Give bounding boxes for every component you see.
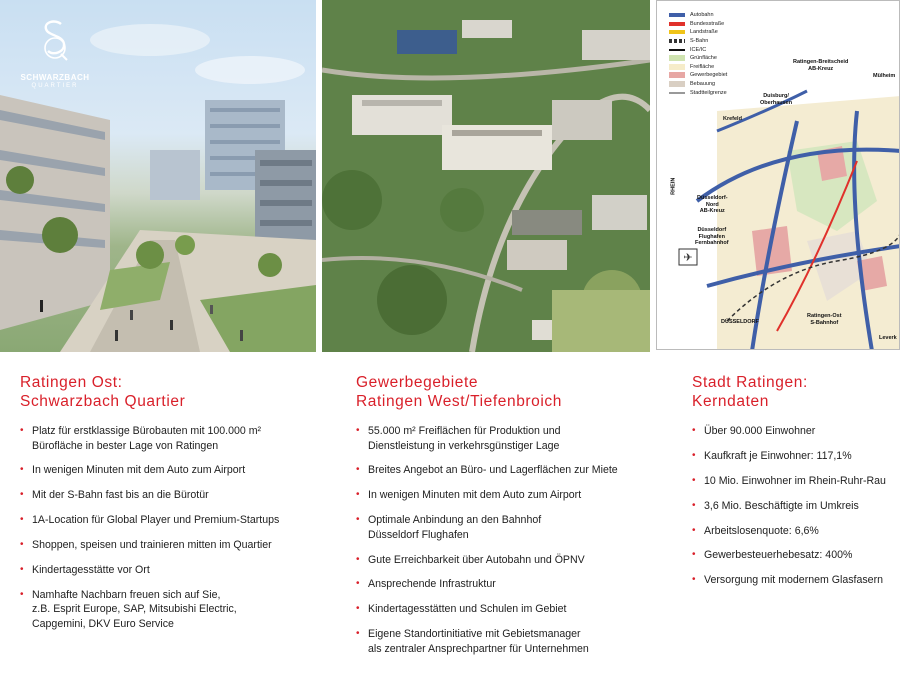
bullet-item: • Versorgung mit modernem Glasfasern	[692, 573, 900, 588]
heading-line: Kerndaten	[692, 393, 769, 410]
photo-schwarzbach-quartier-rendering	[0, 0, 316, 352]
bullet-item: • 1A-Location für Global Player und Premium-Startups	[20, 513, 340, 528]
legend-item	[669, 20, 727, 29]
bullet-item: • 55.000 m² Freiflächen für Produktion und Dienstleistung in verkehrsgünstiger Lage	[356, 424, 676, 453]
map-label-dus-flughafen: Düsseldorf Flughafen Fernbahnhof	[695, 227, 729, 246]
bullet-list	[20, 424, 340, 631]
bullet-item: • Platz für erstklassige Bürobauten mit 100.000 m² Bürofläche in bester Lage von Ratingen	[20, 424, 340, 453]
bullet-list	[692, 424, 900, 588]
bullet-item: • Breites Angebot an Büro- und Lagerflächen zur Miete	[356, 463, 676, 478]
bullet-item: • Über 90.000 Einwohner	[692, 424, 900, 439]
legend-item	[669, 71, 727, 80]
legend-label: Freifläche	[690, 63, 715, 70]
logo-brand-text: SCHWARZBACH	[20, 73, 90, 82]
legend-label: Grünfläche	[690, 55, 717, 62]
map-label-duesseldorf: DÜSSELDORF	[721, 319, 759, 325]
bullet-item: • Gute Erreichbarkeit über Autobahn und ÖPNV	[356, 553, 676, 568]
bullet-item: • Ansprechende Infrastruktur	[356, 577, 676, 592]
legend-label: Bebauung	[690, 81, 716, 88]
bullet-item: • Kindertagesstätte vor Ort	[20, 563, 340, 578]
legend-label: Bundesstraße	[690, 20, 725, 27]
bullet-item: • In wenigen Minuten mit dem Auto zum Airport	[356, 488, 676, 503]
legend-label: Autobahn	[690, 12, 714, 19]
legend-item	[669, 63, 727, 72]
legend-item	[669, 28, 727, 37]
bullet-item: • Mit der S-Bahn fast bis an die Bürotür	[20, 488, 340, 503]
map-label-muelheim: Mülheim	[873, 73, 896, 79]
map-label-krefeld: Krefeld	[723, 116, 742, 122]
legend-item	[669, 54, 727, 63]
heading-line: Stadt Ratingen:	[692, 374, 808, 391]
bullet-item: • Gewerbesteuerhebesatz: 400%	[692, 548, 900, 563]
legend-item	[669, 45, 727, 54]
bullet-item: • Shoppen, speisen und trainieren mitten im Quartier	[20, 538, 340, 553]
map-label-ratingen-breitscheid: Ratingen-Breitscheid AB-Kreuz	[793, 59, 849, 72]
column-heading	[20, 373, 340, 411]
legend-label: Gewerbegebiet	[690, 72, 728, 79]
aerial-view-illustration	[322, 0, 650, 352]
map-label-leverkusen: Leverk	[879, 335, 897, 341]
legend-item	[669, 88, 727, 97]
legend-label: ICE/IC	[690, 46, 707, 53]
map-label-ratingen-ost: Ratingen-Ost S-Bahnhof	[807, 313, 842, 326]
bullet-item: • Eigene Standortinitiative mit Gebietsmanager als zentraler Ansprechpartner für Unternehmen	[356, 627, 676, 656]
legend-label: S-Bahn	[690, 38, 709, 45]
legend-item	[669, 11, 727, 20]
column-heading	[692, 373, 900, 411]
bullet-item: • 3,6 Mio. Beschäftigte im Umkreis	[692, 499, 900, 514]
map-label-rhein: RHEIN	[670, 177, 677, 195]
bullet-item: • Namhafte Nachbarn freuen sich auf Sie, z.B. Esprit Europe, SAP, Mitsubishi Electric, Capgemini, DKV Euro Service	[20, 588, 340, 632]
bullet-item: • Arbeitslosenquote: 6,6%	[692, 524, 900, 539]
bullet-item: • Kaufkraft je Einwohner: 117,1%	[692, 449, 900, 464]
bullet-item: • Optimale Anbindung an den Bahnhof Düsseldorf Flughafen	[356, 513, 676, 542]
legend-label: Landstraße	[690, 29, 718, 36]
column-schwarzbach-quartier	[20, 373, 340, 642]
schwarzbach-quartier-logo	[20, 18, 90, 89]
heading-line: Ratingen West/Tiefenbroich	[356, 393, 563, 410]
heading-line: Gewerbegebiete	[356, 374, 479, 391]
column-heading	[356, 373, 676, 411]
photo-aerial-ratingen-west	[322, 0, 650, 352]
bullet-item: • In wenigen Minuten mit dem Auto zum Airport	[20, 463, 340, 478]
bullet-item: • Kindertagesstätten und Schulen im Gebiet	[356, 602, 676, 617]
column-stadt-ratingen	[692, 373, 900, 598]
heading-line: Ratingen Ost:	[20, 374, 123, 391]
bullet-list	[356, 424, 676, 656]
regional-map	[656, 0, 900, 350]
legend-item	[669, 37, 727, 46]
map-label-dus-nord: Düsseldorf- Nord AB-Kreuz	[697, 195, 728, 214]
legend-item	[669, 80, 727, 89]
map-legend	[669, 11, 727, 97]
logo-sub-text: QUARTIER	[31, 83, 79, 89]
map-label-duisburg: Duisburg/ Oberhausen	[760, 93, 793, 106]
svg-text:✈: ✈	[683, 252, 693, 264]
heading-line: Schwarzbach Quartier	[20, 393, 186, 410]
legend-label: Stadtteilgrenze	[690, 89, 727, 96]
sq-logo-icon	[39, 18, 71, 62]
bullet-item: • 10 Mio. Einwohner im Rhein-Ruhr-Rau	[692, 474, 900, 489]
column-gewerbegebiete	[356, 373, 676, 667]
